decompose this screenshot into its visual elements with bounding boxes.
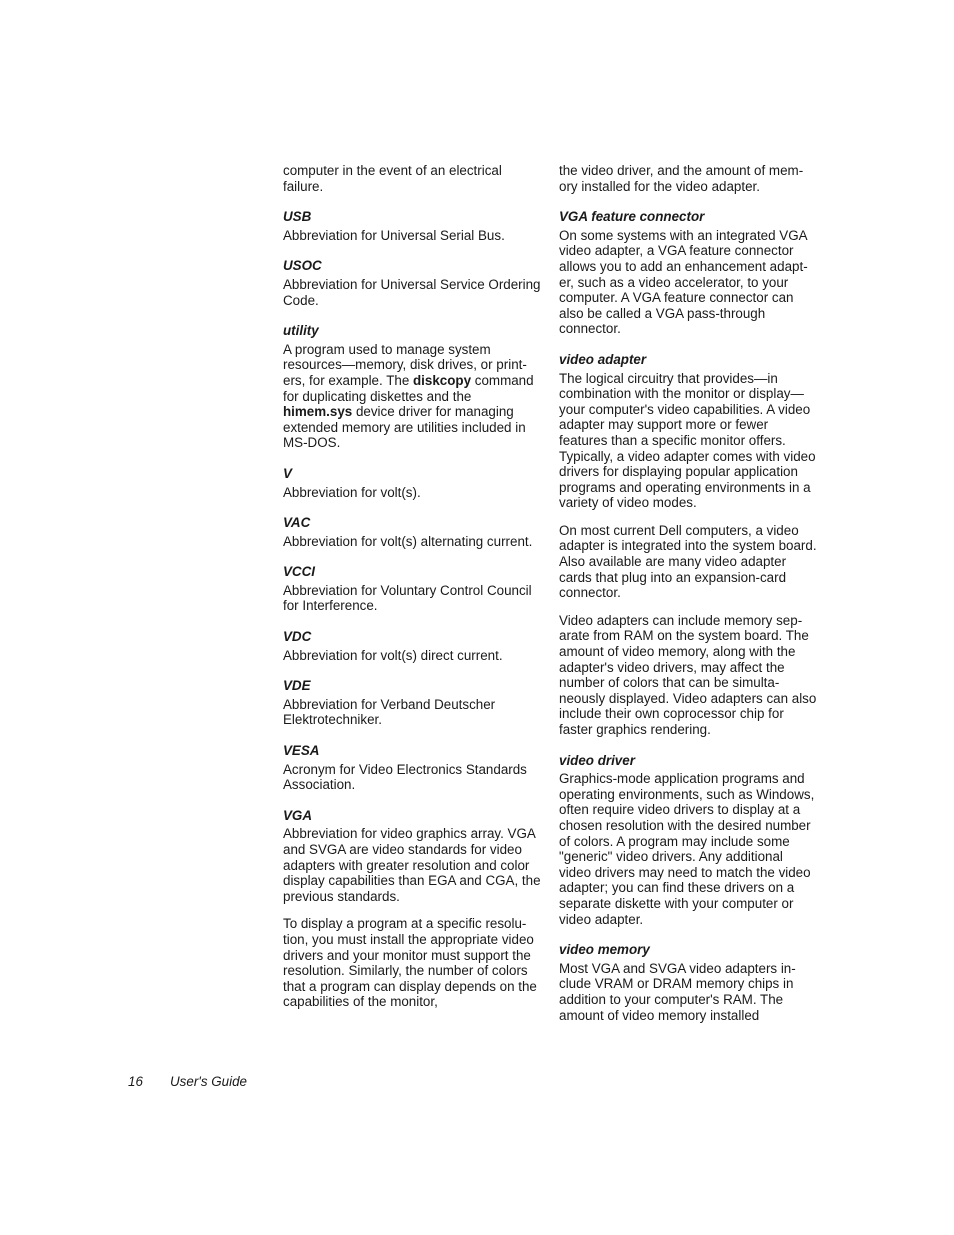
- def-v: Abbreviation for volt(s).: [283, 484, 421, 500]
- def-utility-post: device driver for managing extended memory are utilities included in MS-DOS.: [283, 404, 526, 451]
- def-vesa: Acronym for Video Electronics Standards Association.: [283, 761, 527, 793]
- def-vac: Abbreviation for volt(s) alternating current.: [283, 533, 533, 549]
- def-vga: Abbreviation for video graphics array. VGA and SVGA are video standards for video adapters with greater resolution and color display capabilities than EGA and CGA, the previous standards.: [283, 826, 541, 904]
- page-number: 16: [128, 1074, 143, 1089]
- right-column: [559, 163, 817, 1038]
- def-vde: Abbreviation for Verband Deutscher Elektrotechniker.: [283, 696, 496, 728]
- term-vdc: VDC: [283, 629, 312, 645]
- term-video-memory: video memory: [559, 942, 650, 958]
- term-vac: VAC: [283, 515, 311, 531]
- term-vcci: VCCI: [283, 564, 315, 580]
- right-lead-text: the video driver, and the amount of memory installed for the video adapter.: [559, 163, 804, 194]
- term-v: V: [283, 465, 292, 481]
- term-vga: VGA: [283, 807, 313, 823]
- def-utility: [283, 342, 541, 451]
- term-vde: VDE: [283, 678, 311, 694]
- term-vga-feature-connector: VGA feature connector: [559, 209, 705, 225]
- def-video-adapter-3: Video adapters can include memory separate from RAM on the system board. The amount of video memory, along with the adapter's video drivers, may affect the number of colors that can be simultaneously displayed. Video adapters can also include their own coprocessor chip for faster graphics rendering.: [559, 612, 817, 737]
- def-utility-mid: command for duplicating diskettes and the: [283, 372, 534, 404]
- term-utility: utility: [283, 323, 319, 339]
- def-video-adapter-2: On most current Dell computers, a video adapter is integrated into the system board. Also available are many video adapter cards that plug into an expansion-card connector.: [559, 522, 817, 601]
- def-video-adapter: The logical circuitry that provides—in combination with the monitor or display—your computer's video capabilities. A video adapter may support more or fewer features than a specific monitor offers. Typically, a video adapter comes with video drivers for displaying popular application programs and operating environments in a variety of video modes.: [559, 370, 816, 511]
- def-utility-pre: A program used to manage system resources—memory, disk drives, or printers, for example. The: [283, 341, 527, 388]
- def-vcci: Abbreviation for Voluntary Control Council for Interference.: [283, 582, 532, 614]
- def-video-memory: Most VGA and SVGA video adapters include VRAM or DRAM memory chips in addition to your computer's RAM. The amount of video memory installed: [559, 960, 796, 1023]
- term-vesa: VESA: [283, 743, 320, 759]
- term-video-adapter: video adapter: [559, 351, 647, 367]
- himem-sys-driver: himem.sys: [283, 404, 353, 420]
- def-usb: Abbreviation for Universal Serial Bus.: [283, 227, 505, 243]
- def-video-driver: Graphics-mode application programs and operating environments, such as Windows, often require video drivers to display at a chosen resolution with the desired number of colors. A program may include some "generic" video drivers. Any additional video drivers may need to match the video adapter; you can find these drivers on a separate diskette with your computer or video adapter.: [559, 771, 815, 927]
- def-usoc: Abbreviation for Universal Service Ordering Code.: [283, 276, 541, 308]
- page-footer: [128, 1074, 247, 1089]
- footer-title: User's Guide: [170, 1074, 247, 1089]
- term-video-driver: video driver: [559, 752, 635, 768]
- def-vdc: Abbreviation for volt(s) direct current.: [283, 647, 503, 663]
- left-column: [283, 163, 541, 1025]
- def-vga-feature-connector: On some systems with an integrated VGA video adapter, a VGA feature connector allows you to add an enhancement adapter, such as a video accelerator, to your computer. A VGA feature connector can also be called a VGA pass-through connector.: [559, 227, 808, 337]
- term-usoc: USOC: [283, 258, 322, 274]
- left-lead-text: computer in the event of an electrical failure.: [283, 163, 502, 194]
- def-vga-2: To display a program at a specific resolution, you must install the appropriate video drivers and your monitor must support the resolution. Similarly, the number of colors that a program can display depends on the capabilities of the monitor,: [283, 916, 537, 1010]
- term-usb: USB: [283, 209, 312, 225]
- diskcopy-command: diskcopy: [413, 372, 472, 388]
